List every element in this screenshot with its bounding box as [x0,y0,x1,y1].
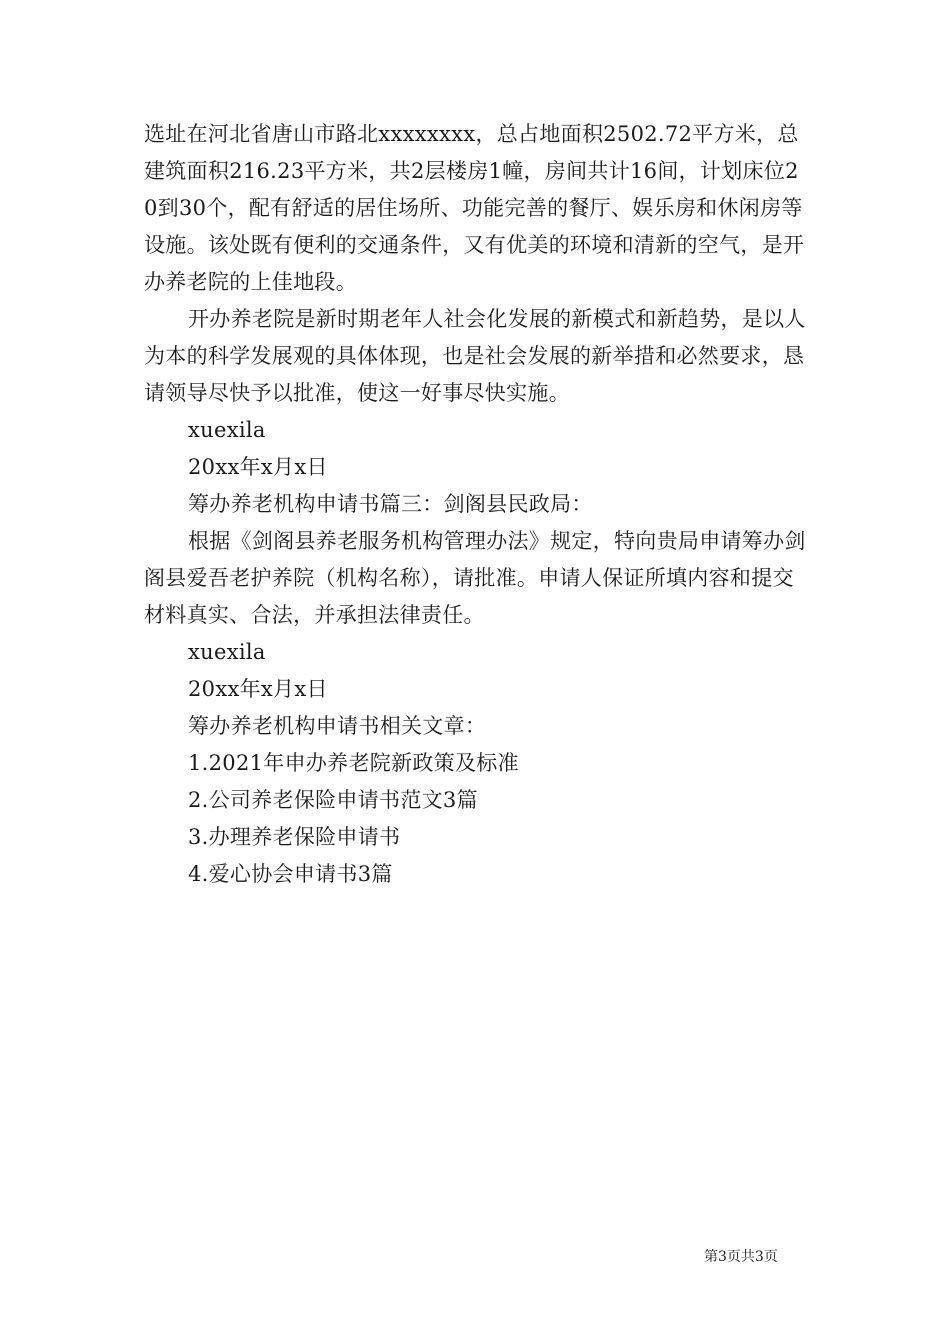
section-heading: 筹办养老机构申请书篇三：剑阁县民政局： [188,492,593,516]
signature-line: xuexila [188,640,266,664]
paragraph-site-description: 选址在河北省唐山市路北xxxxxxxx，总占地面积2502.72平方米，总建筑面积216.23平方米，共2层楼房1幢，房间共计16间，计划床位20到30个，配有舒适的居住场所、功能完善的餐厅、娱乐房和休闲房等设施。该处既有便利的交通条件，又有优美的环境和清新的空气，是开办养老院的上佳地段。 [144,122,805,294]
related-article-link[interactable]: 2.公司养老保险申请书范文3篇 [188,788,478,812]
related-article-link[interactable]: 4.爱心协会申请书3篇 [188,862,393,886]
related-article-link[interactable]: 3.办理养老保险申请书 [188,825,401,849]
related-articles-heading: 筹办养老机构申请书相关文章： [188,714,487,738]
signature-line: xuexila [188,418,266,442]
page-number-footer: 第3页共3页 [704,1249,778,1265]
date-line: 20xx年x月x日 [188,455,328,479]
paragraph-request: 开办养老院是新时期老年人社会化发展的新模式和新趋势，是以人为本的科学发展观的具体体现，也是社会发展的新举措和必然要求，恳请领导尽快予以批准，使这一好事尽快实施。 [144,307,806,405]
document-body [144,116,809,893]
date-line: 20xx年x月x日 [188,677,328,701]
paragraph-application: 根据《剑阁县养老服务机构管理办法》规定，特向贵局申请筹办剑阁县爱吾老护养院（机构名称），请批准。申请人保证所填内容和提交材料真实、合法，并承担法律责任。 [144,529,806,627]
related-article-link[interactable]: 1.2021年申办养老院新政策及标准 [188,751,519,775]
